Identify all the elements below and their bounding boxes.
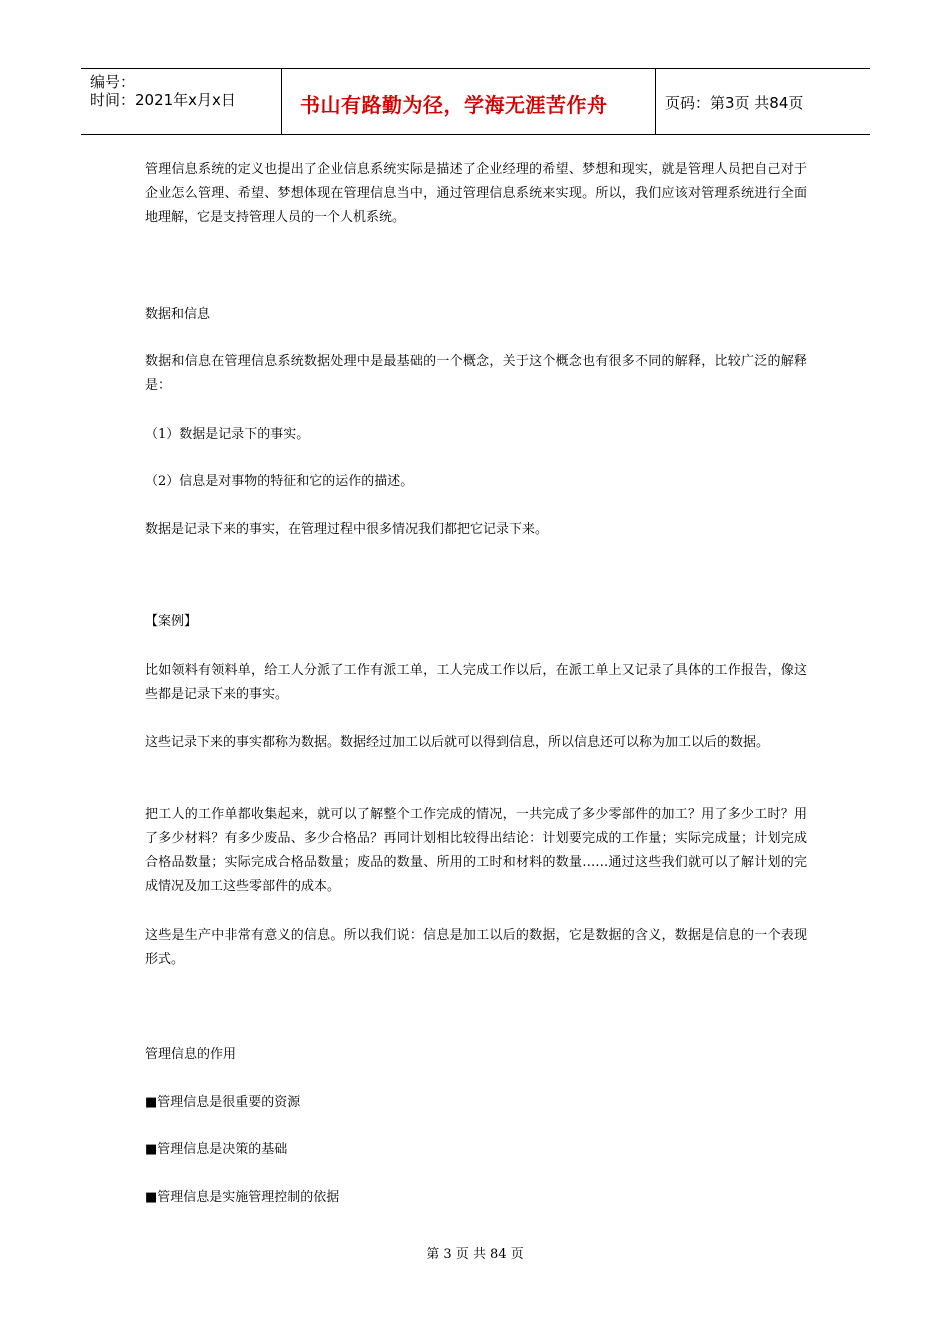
case-paragraph-1: 比如领料有领料单，给工人分派了工作有派工单，工人完成工作以后，在派工单上又记录了具体的工作报告，像这些都是记录下来的事实。 — [145, 663, 807, 702]
intro-paragraph: 管理信息系统的定义也提出了企业信息系统实际是描述了企业经理的希望、梦想和现实，就是管理人员把自己对于企业怎么管理、希望、梦想体现在管理信息当中，通过管理信息系统来实现。所以，我们应该对管理系统进行全面地理解，它是支持管理人员的一个人机系统。 — [145, 162, 807, 225]
document-number-label: 编号： — [90, 73, 136, 91]
list-item-information: （2）信息是对事物的特征和它的运作的描述。 — [145, 474, 414, 489]
bullet-item-decision-basis: ■管理信息是决策的基础 — [145, 1142, 288, 1157]
bullet-item-resource: ■管理信息是很重要的资源 — [145, 1095, 301, 1110]
data-explanation-paragraph: 数据是记录下来的事实，在管理过程中很多情况我们都把它记录下来。 — [145, 522, 549, 537]
footer-page-number: 第 3 页 共 84 页 — [426, 1247, 524, 1262]
conclusion-paragraph: 这些是生产中非常有意义的信息。所以我们说：信息是加工以后的数据，它是数据的含义，数据是信息的一个表现形式。 — [145, 928, 807, 967]
document-date: 时间：2021年x月x日 — [90, 91, 236, 109]
case-paragraph-3: 把工人的工作单都收集起来，就可以了解整个工作完成的情况，一共完成了多少零部件的加工？用了多少工时？用了多少材料？有多少废品、多少合格品？再同计划相比较得出结论：计划要完成的工作量；实际完成量；计划完成合格品数量；实际完成合格品数量；废品的数量、所用的工时和材料的数量……通过这些我们就可以了解计划的完成情况及加工这些零部件的成本。 — [145, 807, 807, 894]
case-heading: 【案例】 — [145, 614, 198, 629]
section-heading-management-info-role: 管理信息的作用 — [145, 1047, 237, 1062]
section-heading-data-information: 数据和信息 — [145, 307, 211, 322]
header-top-rule — [81, 68, 870, 69]
header-divider-right — [655, 68, 656, 135]
case-paragraph-2: 这些记录下来的事实都称为数据。数据经过加工以后就可以得到信息，所以信息还可以称为加工以后的数据。 — [145, 735, 770, 750]
header-divider-left — [281, 68, 282, 135]
list-item-data: （1）数据是记录下的事实。 — [145, 427, 310, 442]
header-motto: 书山有路勤为径，学海无涯苦作舟 — [300, 93, 608, 117]
header-bottom-rule — [81, 134, 870, 135]
header-page-number: 页码：第3页 共84页 — [665, 94, 804, 112]
definition-paragraph: 数据和信息在管理信息系统数据处理中是最基础的一个概念，关于这个概念也有很多不同的解释，比较广泛的解释是： — [145, 354, 807, 393]
bullet-item-control-basis: ■管理信息是实施管理控制的依据 — [145, 1190, 340, 1205]
